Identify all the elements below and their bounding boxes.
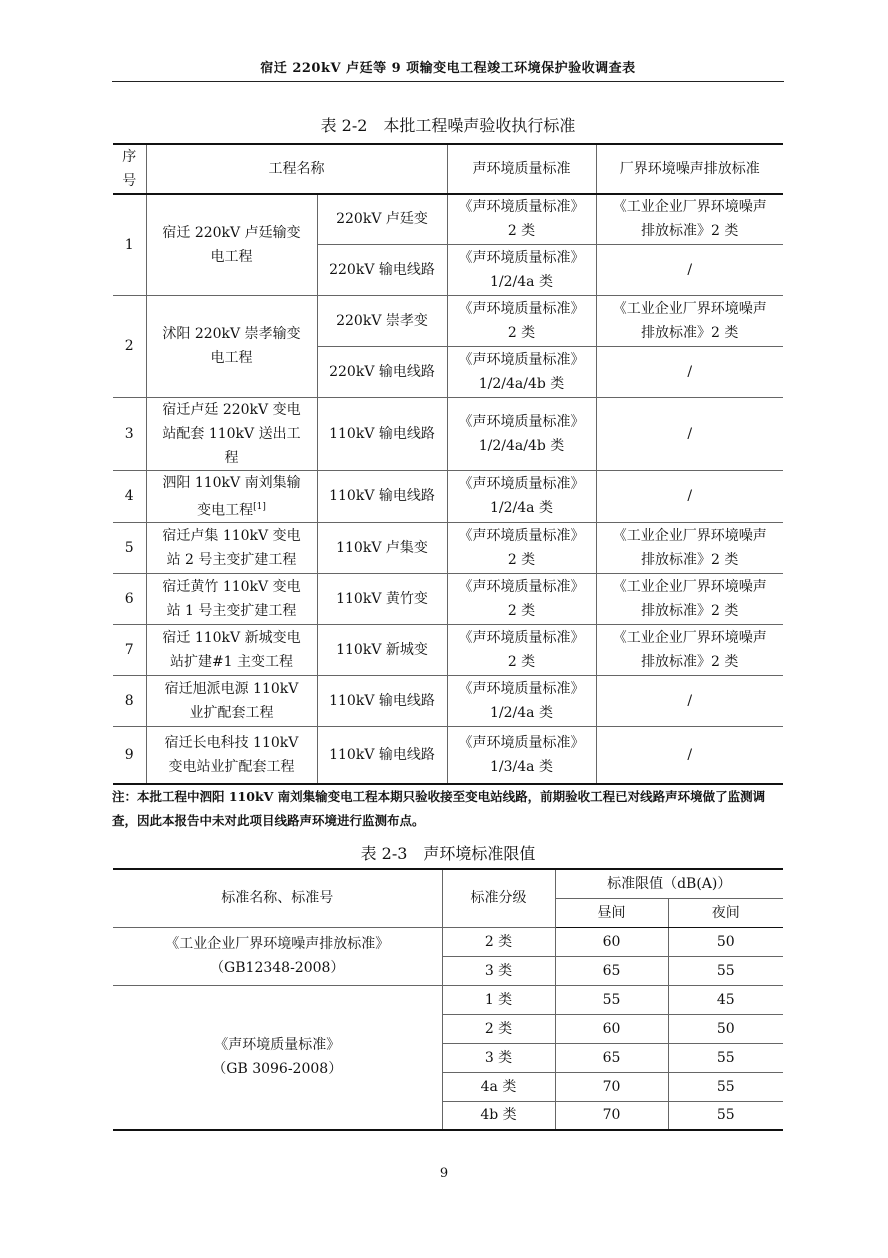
row-env-standard (447, 727, 596, 784)
cell-line: 《声环境质量标准》 (458, 249, 585, 266)
table-row (113, 625, 783, 676)
page-header-title: 宿迁 220kV 卢廷等 9 项输变电工程竣工环境保护验收调查表 (260, 61, 636, 76)
row-seq: 9 (113, 727, 146, 784)
cell-line: 《声环境质量标准》 (458, 630, 585, 647)
row-env-standard (447, 295, 596, 346)
header-seq: 序号 (113, 144, 146, 194)
cell-line: 《工业企业厂界环境噪声 (612, 579, 767, 596)
row-sub-item: 220kV 输电线路 (317, 346, 447, 397)
cell-line: 《声环境质量标准》 (458, 579, 585, 596)
project-name-text: 宿迁 110kV 新城变电站扩建#1 主变工程 (162, 630, 301, 671)
row-seq: 5 (113, 523, 146, 574)
day-limit-cell: 65 (555, 1043, 668, 1072)
row-project-name (146, 194, 317, 295)
row-sub-item: 110kV 输电线路 (317, 676, 447, 727)
header-limit: 标准限值（dB(A)） (555, 869, 783, 898)
row-project-name (146, 397, 317, 470)
header-standard-name: 标准名称、标准号 (113, 869, 442, 927)
cell-line: 《工业企业厂界环境噪声 (612, 630, 767, 647)
cell-line: 1/2/4a/4b 类 (478, 437, 565, 454)
header-project: 工程名称 (146, 144, 447, 194)
row-seq: 4 (113, 470, 146, 523)
cell-line: 1/2/4a/4b 类 (478, 375, 565, 392)
cell-line: 《声环境质量标准》 (458, 413, 585, 430)
row-sub-item: 110kV 卢集变 (317, 523, 447, 574)
night-limit-cell: 50 (668, 927, 783, 956)
row-boundary-standard (596, 625, 783, 676)
cell-line: 《工业企业厂界环境噪声 (612, 300, 767, 317)
cell-line: 《声环境质量标准》 (458, 734, 585, 751)
grade-cell: 4b 类 (442, 1101, 555, 1130)
cell-line: 排放标准》2 类 (641, 603, 739, 620)
row-env-standard (447, 397, 596, 470)
row-env-standard (447, 346, 596, 397)
row-env-standard (447, 625, 596, 676)
row-boundary-standard (596, 727, 783, 784)
row-project-name (146, 470, 317, 523)
day-limit-cell: 65 (555, 956, 668, 985)
cell-line: / (687, 693, 693, 710)
cell-line: / (687, 488, 693, 505)
table-row (113, 194, 783, 244)
night-limit-cell: 55 (668, 1043, 783, 1072)
row-env-standard (447, 194, 596, 244)
project-name-text: 宿迁黄竹 110kV 变电站 1 号主变扩建工程 (162, 579, 301, 620)
grade-cell: 3 类 (442, 956, 555, 985)
cell-line: / (687, 363, 693, 380)
row-seq: 6 (113, 574, 146, 625)
limit-row (113, 985, 783, 1014)
cell-line: 1/3/4a 类 (490, 758, 553, 775)
project-name-text: 泗阳 110kV 南刘集输变电工程 (162, 474, 301, 519)
standard-name-cell (113, 927, 442, 985)
cell-line: / (687, 746, 693, 763)
footnote-ref: [1] (253, 501, 266, 512)
table-header-row (113, 144, 783, 194)
grade-cell: 2 类 (442, 1014, 555, 1043)
cell-line: 2 类 (507, 654, 536, 671)
project-name-text: 宿迁 220kV 卢廷输变电工程 (162, 224, 301, 265)
row-sub-item: 220kV 卢廷变 (317, 194, 447, 244)
cell-line: 排放标准》2 类 (641, 552, 739, 569)
row-boundary-standard (596, 523, 783, 574)
table-2-2-caption: 表 2-2 本批工程噪声验收执行标准 (320, 116, 576, 135)
night-limit-cell: 55 (668, 956, 783, 985)
row-boundary-standard (596, 470, 783, 523)
standard-name: 《工业企业厂界环境噪声排放标准》 (165, 936, 390, 952)
cell-line: 《工业企业厂界环境噪声 (612, 528, 767, 545)
grade-cell: 2 类 (442, 927, 555, 956)
table-note: 注：本批工程中泗阳 110kV 南刘集输变电工程本期只验收接至变电站线路，前期验收工程已对线路声环境做了监测调查，因此本报告中未对此项目线路声环境进行监测布点。 (112, 789, 766, 828)
row-sub-item: 110kV 新城变 (317, 625, 447, 676)
row-boundary-standard (596, 676, 783, 727)
limit-header-row-1 (113, 869, 783, 898)
row-sub-item: 220kV 输电线路 (317, 244, 447, 295)
row-sub-item: 110kV 输电线路 (317, 470, 447, 523)
cell-line: 排放标准》2 类 (641, 654, 739, 671)
standard-name-cell (113, 985, 442, 1130)
cell-line: 1/2/4a 类 (490, 273, 553, 290)
day-limit-cell: 60 (555, 1014, 668, 1043)
cell-line: / (687, 261, 693, 278)
row-env-standard (447, 523, 596, 574)
page-number: 9 (439, 1166, 449, 1181)
table-row (113, 470, 783, 523)
night-limit-cell: 55 (668, 1101, 783, 1130)
cell-line: 《声环境质量标准》 (458, 476, 585, 493)
row-seq: 7 (113, 625, 146, 676)
row-seq: 8 (113, 676, 146, 727)
header-rule (112, 81, 784, 82)
cell-line: 排放标准》2 类 (641, 223, 739, 240)
row-env-standard (447, 244, 596, 295)
header-boundary-std: 厂界环境噪声排放标准 (596, 144, 783, 194)
header-night: 夜间 (668, 898, 783, 927)
row-sub-item: 110kV 输电线路 (317, 397, 447, 470)
cell-line: 《声环境质量标准》 (458, 351, 585, 368)
row-project-name (146, 574, 317, 625)
cell-line: 2 类 (507, 324, 536, 341)
noise-standard-table (113, 143, 783, 785)
cell-line: / (687, 425, 693, 442)
day-limit-cell: 60 (555, 927, 668, 956)
row-project-name (146, 295, 317, 397)
night-limit-cell: 55 (668, 1072, 783, 1101)
row-project-name (146, 676, 317, 727)
table-row (113, 523, 783, 574)
row-boundary-standard (596, 346, 783, 397)
row-seq: 3 (113, 397, 146, 470)
standard-name: 《声环境质量标准》 (214, 1037, 341, 1054)
row-boundary-standard (596, 244, 783, 295)
project-name-text: 宿迁卢集 110kV 变电站 2 号主变扩建工程 (162, 528, 301, 569)
project-name-text: 宿迁旭派电源 110kV 业扩配套工程 (164, 681, 299, 722)
cell-line: 《声环境质量标准》 (458, 681, 585, 698)
standard-code: （GB 3096-2008） (212, 1061, 343, 1078)
noise-limit-table (113, 868, 783, 1131)
table-2-3-caption: 表 2-3 声环境标准限值 (360, 844, 536, 863)
row-sub-item: 110kV 输电线路 (317, 727, 447, 784)
table-row (113, 574, 783, 625)
table-row (113, 676, 783, 727)
day-limit-cell: 55 (555, 985, 668, 1014)
cell-line: 2 类 (507, 603, 536, 620)
grade-cell: 3 类 (442, 1043, 555, 1072)
row-env-standard (447, 470, 596, 523)
table-row (113, 295, 783, 346)
cell-line: 排放标准》2 类 (641, 324, 739, 341)
standard-code: （GB12348-2008） (210, 960, 345, 976)
cell-line: 《工业企业厂界环境噪声 (612, 199, 767, 216)
project-name-text: 宿迁卢廷 220kV 变电站配套 110kV 送出工程 (162, 401, 301, 466)
grade-cell: 1 类 (442, 985, 555, 1014)
cell-line: 《声环境质量标准》 (458, 199, 585, 216)
cell-line: 《声环境质量标准》 (458, 300, 585, 317)
row-seq: 2 (113, 295, 146, 397)
cell-line: 2 类 (507, 552, 536, 569)
row-boundary-standard (596, 574, 783, 625)
limit-row (113, 927, 783, 956)
row-seq: 1 (113, 194, 146, 295)
night-limit-cell: 50 (668, 1014, 783, 1043)
project-name-text: 宿迁长电科技 110kV 变电站业扩配套工程 (164, 734, 299, 775)
header-env-std: 声环境质量标准 (447, 144, 596, 194)
header-day: 昼间 (555, 898, 668, 927)
project-name-text: 沭阳 220kV 崇孝输变电工程 (162, 326, 301, 366)
night-limit-cell: 45 (668, 985, 783, 1014)
row-boundary-standard (596, 295, 783, 346)
row-sub-item: 110kV 黄竹变 (317, 574, 447, 625)
row-project-name (146, 625, 317, 676)
row-project-name (146, 523, 317, 574)
day-limit-cell: 70 (555, 1072, 668, 1101)
cell-line: 1/2/4a 类 (490, 500, 553, 517)
table-row (113, 727, 783, 784)
row-boundary-standard (596, 194, 783, 244)
row-env-standard (447, 676, 596, 727)
row-project-name (146, 727, 317, 784)
day-limit-cell: 70 (555, 1101, 668, 1130)
cell-line: 1/2/4a 类 (490, 705, 553, 722)
cell-line: 2 类 (507, 223, 536, 240)
cell-line: 《声环境质量标准》 (458, 528, 585, 545)
row-boundary-standard (596, 397, 783, 470)
header-grade: 标准分级 (442, 869, 555, 927)
row-sub-item: 220kV 崇孝变 (317, 295, 447, 346)
grade-cell: 4a 类 (442, 1072, 555, 1101)
row-env-standard (447, 574, 596, 625)
table-row (113, 397, 783, 470)
